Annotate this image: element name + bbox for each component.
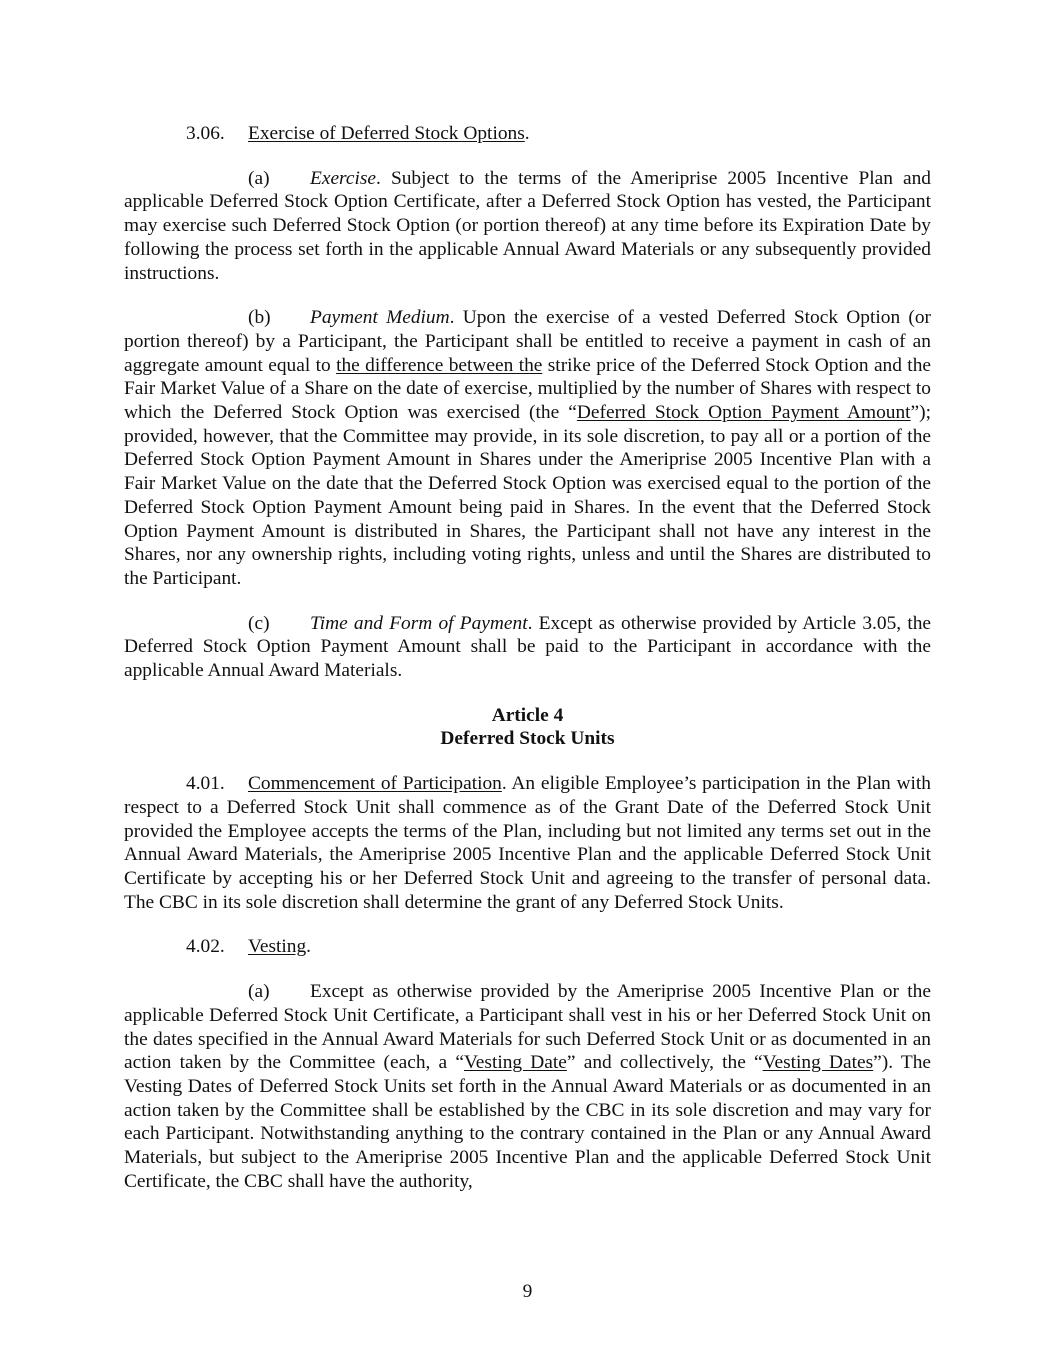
- section-number: 4.01.: [186, 773, 225, 795]
- paragraph-text: ” and collectively, the “: [566, 1052, 763, 1074]
- paragraph-3-06-c: [124, 612, 931, 683]
- paragraph-label: (a): [248, 981, 270, 1003]
- paragraph-label: (b): [248, 307, 271, 329]
- section-title: Vesting: [248, 936, 307, 958]
- page-number: 9: [522, 1281, 533, 1302]
- section-heading-3-06: 3.06. Exercise of Deferred Stock Options.: [186, 123, 530, 144]
- defined-term: Vesting Date: [463, 1052, 567, 1074]
- section-number: 4.02.: [186, 936, 225, 958]
- section-number: 3.06.: [186, 123, 225, 144]
- paragraph-3-06-a: [124, 167, 931, 286]
- article-title: Deferred Stock Units: [440, 728, 615, 750]
- paragraph-heading: Payment Medium: [310, 307, 450, 329]
- defined-term: Deferred Stock Option Payment Amount: [576, 402, 911, 424]
- paragraph-text: . Subject to the terms of the Ameriprise 2005 Incentive Plan and applicable Deferred Stock Option Certificate, after a Deferred Stock Option has vested, the Participant may exercise such Deferred Stock Option (or portion thereof) at any time before its Expiration Date by following the process set forth in the applicable Annual Award Materials or any subsequently provided instructions.: [124, 167, 931, 284]
- paragraph-label: (a): [248, 167, 270, 189]
- document-page: [124, 122, 931, 1214]
- paragraph-3-06-b: [124, 306, 931, 590]
- paragraph-text: Except as otherwise provided by the Ameriprise 2005 Incentive Plan or the applicable Deferred Stock Unit Certificate, a Participant shall vest in his or her Deferred Stock Unit on the dates specified in the Annual Award Materials for such Deferred Stock Unit or as documented in an action taken by the Committee (each, a “: [124, 981, 931, 1074]
- paragraph-text: . Except as otherwise provided by Article 3.05, the Deferred Stock Option Payment Amount shall be paid to the Participant in accordance with the applicable Annual Award Materials.: [124, 612, 932, 682]
- paragraph-text: ”). The Vesting Dates of Deferred Stock Units set forth in the Annual Award Materials or as documented in an action taken by the Committee shall be established by the CBC in its sole discretion and may vary for each Participant. Notwithstanding anything to the contrary contained in the Plan or any Annual Award Materials, but subject to the Ameriprise 2005 Incentive Plan and the applicable Deferred Stock Unit Certificate, the CBC shall have the authority,: [124, 1052, 932, 1192]
- section-title: Commencement of Participation: [248, 773, 502, 795]
- paragraph-label: (c): [248, 612, 270, 634]
- article-label: Article 4: [491, 704, 564, 726]
- paragraph-heading: Exercise: [310, 167, 377, 189]
- paragraph-heading: Time and Form of Payment: [310, 612, 528, 634]
- paragraph-text: . Upon the exercise of a vested Deferred Stock Option (or portion thereof) by a Participant, the Participant shall be entitled to receive a payment in cash of an aggregate amount equal to: [124, 307, 931, 376]
- underlined-phrase: the difference between the: [336, 354, 543, 376]
- section-title: Exercise of Deferred Stock Options: [248, 123, 525, 144]
- section-text: . An eligible Employee’s participation in the Plan with respect to a Deferred Stock Unit shall commence as of the Grant Date of the Deferred Stock Unit provided the Employee accepts the terms of the Plan, including but not limited any terms set out in the Annual Award Materials, the Ameriprise 2005 Incentive Plan and the applicable Deferred Stock Unit Certificate by accepting his or her Deferred Stock Unit and agreeing to the transfer of personal data. The CBC in its sole discretion shall determine the grant of any Deferred Stock Units.: [124, 773, 931, 913]
- section-heading-4-02: 4.02. Vesting.: [186, 936, 312, 958]
- paragraph-text: strike price of the Deferred Stock Option and the Fair Market Value of a Share on the date of exercise, multiplied by the number of Shares with respect to which the Deferred Stock Option was exercised (the “: [124, 354, 931, 424]
- defined-term: Vesting Dates: [762, 1052, 874, 1074]
- section-4-01: [124, 772, 931, 914]
- article-heading: [124, 704, 931, 751]
- paragraph-text: ”); provided, however, that the Committee may provide, in its sole discretion, to pay all or a portion of the Deferred Stock Option Payment Amount in Shares under the Ameriprise 2005 Incentive Plan with a Fair Market Value on the date that the Deferred Stock Option was exercised equal to the portion of the Deferred Stock Option Payment Amount being paid in Shares. In the event that the Deferred Stock Option Payment Amount is distributed in Shares, the Participant shall not have any interest in the Shares, nor any ownership rights, including voting rights, unless and until the Shares are distributed to the Participant.: [124, 402, 931, 589]
- paragraph-4-02-a: [124, 980, 931, 1193]
